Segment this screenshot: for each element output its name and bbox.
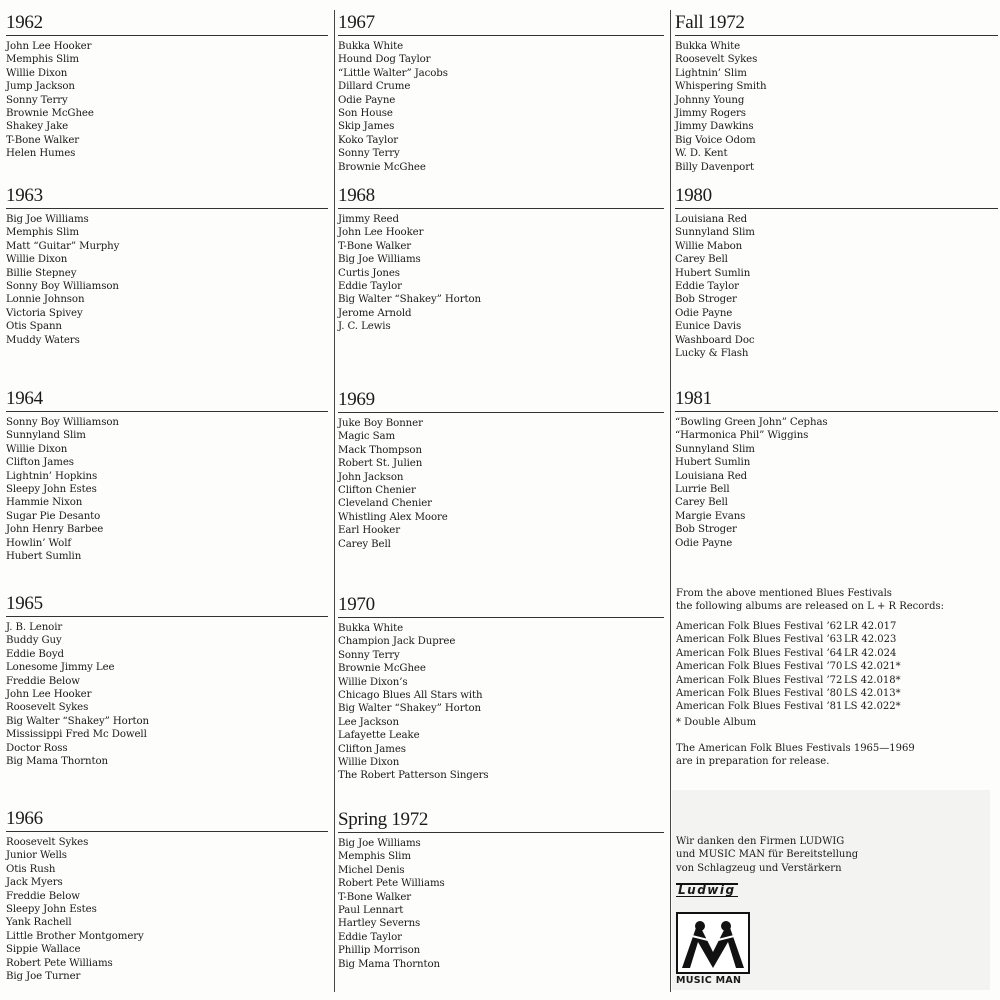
artist-name: Willie Dixon: [6, 443, 68, 455]
festival-1970: [338, 594, 664, 783]
artist-name: Earl Hooker: [338, 525, 400, 537]
artist-name: John Jackson: [338, 471, 404, 483]
ludwig-logo: Ludwig: [678, 883, 736, 897]
artist-name: Lucky & Flash: [675, 348, 749, 360]
release-note: [676, 587, 944, 614]
artist-name: Sunnyland Slim: [675, 443, 755, 455]
artist-name: T-Bone Walker: [338, 891, 412, 903]
festival-1967: [338, 12, 664, 174]
artist-name: “Little Walter” Jacobs: [338, 67, 448, 79]
artist-name: Odie Payne: [338, 94, 396, 106]
artist-name: John Lee Hooker: [6, 41, 92, 52]
artist-list: [675, 213, 998, 360]
artist-name: Sugar Pie Desanto: [6, 510, 101, 522]
artist-name: Brownie McGhee: [338, 161, 426, 173]
artist-name: Lurrie Bell: [675, 484, 730, 496]
artist-name: Juke Boy Bonner: [338, 418, 423, 429]
thanks-line: von Schlagzeug und Verstärkern: [676, 862, 842, 874]
festival-year: 1962: [6, 12, 328, 36]
artist-name: Whispering Smith: [675, 81, 767, 93]
album-row: [676, 647, 901, 660]
album-name: American Folk Blues Festival ’62: [676, 621, 843, 632]
artist-list: [338, 837, 664, 971]
artist-name: Big Joe Williams: [6, 214, 89, 225]
artist-name: Clifton James: [338, 743, 406, 755]
artist-name: John Lee Hooker: [338, 227, 424, 239]
artist-name: Brownie McGhee: [6, 108, 94, 120]
artist-name: Roosevelt Sykes: [6, 702, 89, 714]
festival-1969: [338, 389, 664, 551]
artist-name: Chicago Blues All Stars with: [338, 690, 483, 702]
artist-name: Hound Dog Taylor: [338, 54, 431, 66]
artist-list: [338, 417, 664, 551]
album-name: American Folk Blues Festival ’70: [676, 661, 843, 673]
artist-name: Brownie McGhee: [338, 663, 426, 675]
artist-name: Buddy Guy: [6, 635, 62, 647]
column-divider-left: [334, 10, 335, 992]
artist-name: Phillip Morrison: [338, 945, 421, 957]
artist-name: Big Joe Williams: [338, 254, 421, 266]
artist-name: Whistling Alex Moore: [338, 511, 448, 523]
artist-name: Johnny Young: [675, 94, 745, 106]
artist-name: Willie Dixon: [338, 757, 400, 769]
artist-name: J. B. Lenoir: [6, 622, 63, 633]
artist-name: Jerome Arnold: [338, 307, 412, 319]
artist-name: Sonny Boy Williamson: [6, 281, 119, 293]
artist-list: [675, 40, 998, 174]
festival-year: Spring 1972: [338, 809, 664, 833]
festival-1968: [338, 185, 664, 334]
artist-name: W. D. Kent: [675, 148, 728, 160]
artist-name: “Harmonica Phil” Wiggins: [675, 430, 809, 442]
artist-name: Helen Humes: [6, 148, 76, 160]
artist-name: Big Walter “Shakey” Horton: [338, 703, 481, 715]
artist-name: Victoria Spivey: [6, 307, 83, 319]
artist-name: Clifton Chenier: [338, 485, 416, 497]
artist-name: Lafayette Leake: [338, 730, 420, 742]
festival-1964: [6, 388, 328, 563]
artist-name: Son House: [338, 108, 393, 120]
artist-name: Big Walter “Shakey” Horton: [6, 715, 149, 727]
artist-name: Hubert Sumlin: [675, 267, 751, 279]
music-man-logo: [676, 912, 748, 986]
artist-name: Little Brother Montgomery: [6, 930, 144, 942]
album-catalog: LR 42.024: [844, 647, 897, 659]
festival-1966: [6, 808, 328, 983]
artist-name: Shakey Jake: [6, 121, 69, 133]
artist-name: Sunnyland Slim: [6, 430, 86, 442]
release-note-line: the following albums are released on L + R Records:: [676, 601, 944, 613]
artist-name: Carey Bell: [675, 254, 728, 266]
artist-name: John Henry Barbee: [6, 524, 104, 536]
artist-name: Lightnin’ Hopkins: [6, 470, 98, 482]
festival-year: 1963: [6, 185, 328, 209]
artist-name: T-Bone Walker: [6, 134, 80, 146]
artist-name: Sonny Terry: [6, 94, 68, 106]
album-catalog: LR 42.023: [844, 634, 897, 646]
artist-name: Bukka White: [338, 41, 404, 52]
artist-name: Willie Mabon: [675, 240, 743, 252]
artist-list: [6, 836, 328, 983]
artist-name: Hubert Sumlin: [6, 551, 82, 563]
artist-name: Clifton James: [6, 457, 74, 469]
artist-name: Freddie Below: [6, 890, 80, 902]
album-catalog: LS 42.022*: [844, 701, 901, 713]
artist-name: Big Mama Thornton: [6, 756, 108, 768]
artist-name: Margie Evans: [675, 510, 746, 522]
artist-list: [338, 213, 664, 334]
artist-name: Big Walter “Shakey” Horton: [338, 294, 481, 306]
album-name: American Folk Blues Festival ’80: [676, 688, 843, 700]
artist-name: Sonny Terry: [338, 649, 400, 661]
artist-list: [6, 40, 328, 161]
artist-name: Muddy Waters: [6, 334, 80, 346]
festival-year: 1980: [675, 185, 998, 209]
artist-name: Roosevelt Sykes: [6, 837, 89, 848]
artist-name: Bukka White: [675, 41, 741, 52]
artist-name: Lonnie Johnson: [6, 294, 85, 306]
artist-list: [338, 622, 664, 783]
double-album-note: * Double Album: [676, 717, 757, 728]
album-catalog: LS 42.013*: [844, 688, 901, 700]
preparation-note-line: The American Folk Blues Festivals 1965—1969: [676, 743, 915, 754]
album-list: [676, 620, 901, 714]
artist-name: Matt “Guitar” Murphy: [6, 240, 120, 252]
artist-name: Big Joe Turner: [6, 971, 81, 983]
album-row: [676, 674, 901, 687]
festival-spring-1972: [338, 809, 664, 971]
artist-name: John Lee Hooker: [6, 689, 92, 701]
artist-name: Hammie Nixon: [6, 497, 83, 509]
festival-year: 1969: [338, 389, 664, 413]
festival-year: 1966: [6, 808, 328, 832]
artist-name: The Robert Patterson Singers: [338, 770, 489, 782]
artist-name: T-Bone Walker: [338, 240, 412, 252]
artist-name: Eddie Taylor: [675, 281, 739, 293]
artist-name: Mississippi Fred Mc Dowell: [6, 729, 147, 741]
artist-name: Doctor Ross: [6, 742, 68, 754]
album-row: [676, 700, 901, 713]
artist-name: Jimmy Reed: [338, 214, 399, 225]
artist-name: Eunice Davis: [675, 321, 742, 333]
album-catalog: LS 42.018*: [844, 674, 901, 686]
preparation-note-line: are in preparation for release.: [676, 756, 830, 768]
artist-name: Michel Denis: [338, 864, 405, 876]
artist-name: Odie Payne: [675, 307, 733, 319]
artist-name: Billie Stepney: [6, 267, 77, 279]
artist-name: Odie Payne: [675, 537, 733, 549]
artist-name: Willie Dixon: [6, 67, 68, 79]
artist-name: “Bowling Green John” Cephas: [675, 417, 828, 428]
artist-name: Dillard Crume: [338, 81, 411, 93]
artist-name: Jack Myers: [6, 877, 63, 889]
festival-1963: [6, 185, 328, 347]
festival-year: 1968: [338, 185, 664, 209]
festival-1965: [6, 593, 328, 768]
artist-name: Willie Dixon: [6, 254, 68, 266]
artist-name: Carey Bell: [338, 538, 391, 550]
album-catalog: LS 42.021*: [844, 661, 901, 673]
artist-name: Champion Jack Dupree: [338, 636, 456, 648]
artist-name: Memphis Slim: [338, 851, 411, 863]
release-note-line: From the above mentioned Blues Festivals: [676, 588, 892, 599]
thanks-line: und MUSIC MAN für Bereitstellung: [676, 849, 859, 861]
artist-name: Big Voice Odom: [675, 134, 756, 146]
artist-name: Eddie Taylor: [338, 931, 402, 943]
artist-name: Memphis Slim: [6, 54, 79, 66]
artist-name: Mack Thompson: [338, 444, 422, 456]
artist-name: Sunnyland Slim: [675, 227, 755, 239]
music-man-label: MUSIC MAN: [676, 975, 742, 986]
festival-year: 1964: [6, 388, 328, 412]
artist-name: Lightnin’ Slim: [675, 67, 747, 79]
festival-year: 1965: [6, 593, 328, 617]
album-row: [676, 620, 901, 633]
artist-name: Louisiana Red: [675, 214, 748, 225]
album-catalog: LR 42.017: [844, 621, 897, 632]
artist-name: Big Joe Williams: [338, 838, 421, 849]
artist-list: [6, 621, 328, 768]
artist-name: Cleveland Chenier: [338, 498, 432, 510]
artist-list: [338, 40, 664, 174]
artist-name: Sonny Boy Williamson: [6, 417, 119, 428]
music-man-emblem-icon: [676, 912, 750, 974]
artist-name: J. C. Lewis: [338, 321, 391, 333]
festival-year: 1970: [338, 594, 664, 618]
album-row: [676, 660, 901, 673]
artist-name: Koko Taylor: [338, 134, 399, 146]
artist-name: Sonny Terry: [338, 148, 400, 160]
festival-year: 1967: [338, 12, 664, 36]
artist-name: Paul Lennart: [338, 905, 404, 917]
artist-name: Jump Jackson: [6, 81, 75, 93]
album-name: American Folk Blues Festival ’63: [676, 634, 843, 646]
thanks-line: Wir danken den Firmen LUDWIG: [676, 836, 845, 847]
artist-name: Eddie Taylor: [338, 281, 402, 293]
artist-name: Sleepy John Estes: [6, 904, 97, 916]
thanks-text: [676, 835, 858, 875]
artist-name: Otis Rush: [6, 863, 56, 875]
artist-name: Jimmy Dawkins: [675, 121, 754, 133]
column-divider-right: [670, 10, 671, 992]
artist-name: Lonesome Jimmy Lee: [6, 662, 115, 674]
album-name: American Folk Blues Festival ’81: [676, 701, 843, 713]
artist-name: Bob Stroger: [675, 524, 737, 536]
artist-name: Robert Pete Williams: [6, 957, 113, 969]
artist-name: Roosevelt Sykes: [675, 54, 758, 66]
artist-name: Skip James: [338, 121, 395, 133]
artist-name: Magic Sam: [338, 431, 396, 443]
artist-name: Howlin’ Wolf: [6, 537, 72, 549]
artist-name: Bob Stroger: [675, 294, 737, 306]
artist-name: Billy Davenport: [675, 161, 754, 173]
artist-name: Eddie Boyd: [6, 648, 64, 660]
festival-1981: [675, 388, 998, 550]
preparation-note: [676, 742, 915, 769]
artist-name: Lee Jackson: [338, 716, 399, 728]
festival-fall-1972: [675, 12, 998, 174]
album-row: [676, 633, 901, 646]
artist-name: Jimmy Rogers: [675, 108, 746, 120]
artist-name: Yank Rachell: [6, 917, 72, 929]
festival-year: 1981: [675, 388, 998, 412]
artist-name: Louisiana Red: [675, 470, 748, 482]
artist-name: Memphis Slim: [6, 227, 79, 239]
artist-name: Carey Bell: [675, 497, 728, 509]
artist-name: Sleepy John Estes: [6, 484, 97, 496]
artist-name: Robert St. Julien: [338, 458, 423, 470]
artist-name: Hartley Severns: [338, 918, 421, 930]
artist-name: Washboard Doc: [675, 334, 755, 346]
album-name: American Folk Blues Festival ’64: [676, 647, 843, 659]
festival-1962: [6, 12, 328, 161]
artist-name: Otis Spann: [6, 321, 62, 333]
album-row: [676, 687, 901, 700]
artist-name: Willie Dixon’s: [338, 676, 408, 688]
artist-name: Curtis Jones: [338, 267, 400, 279]
artist-name: Hubert Sumlin: [675, 457, 751, 469]
album-name: American Folk Blues Festival ’72: [676, 674, 843, 686]
artist-name: Freddie Below: [6, 675, 80, 687]
artist-name: Junior Wells: [6, 850, 67, 862]
festival-year: Fall 1972: [675, 12, 998, 36]
artist-name: Bukka White: [338, 623, 404, 634]
artist-list: [6, 213, 328, 347]
artist-name: Robert Pete Williams: [338, 878, 445, 890]
artist-name: Big Mama Thornton: [338, 958, 440, 970]
artist-list: [6, 416, 328, 563]
artist-list: [675, 416, 998, 550]
artist-name: Sippie Wallace: [6, 944, 81, 956]
festival-1980: [675, 185, 998, 360]
